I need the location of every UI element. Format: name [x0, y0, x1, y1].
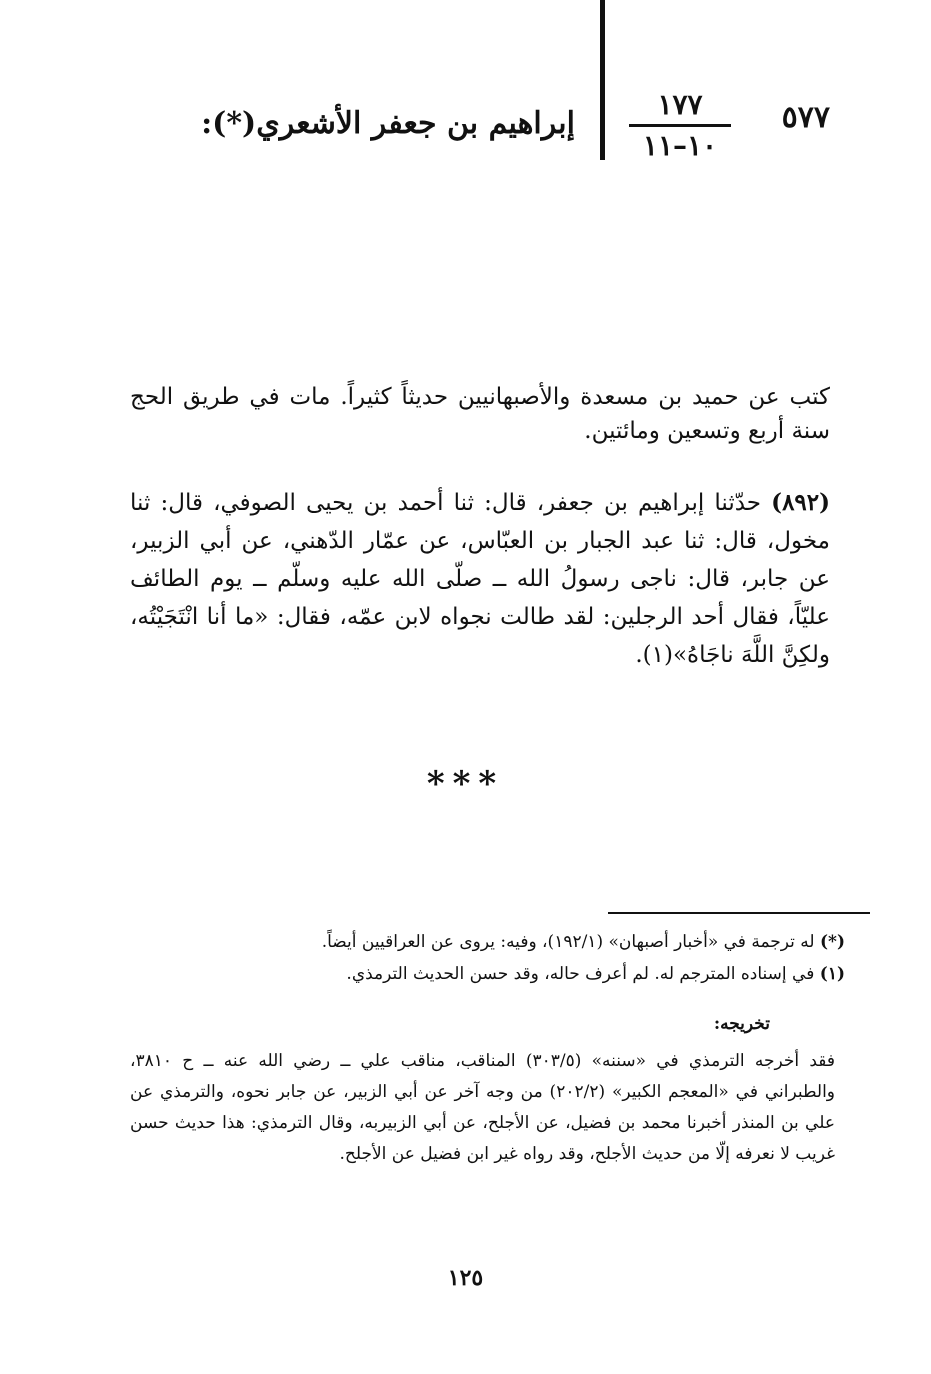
- footnote-text: له ترجمة في «أخبار أصبهان» (١٩٢/١)، وفيه: يروى عن العراقيين أيضاً.: [321, 932, 815, 952]
- footnote-rule: [608, 912, 870, 914]
- hadith-text: حدّثنا إبراهيم بن جعفر، قال: ثنا أحمد بن يحيى الصوفي، قال: ثنا مخول، قال: ثنا عبد الجبار بن العبّاس، عن عمّار الدّهني، عن أبي الزبير، عن جابر، قال: ناجى رسولُ الله ــ صلّى الله عليه وسلّم ــ يوم الطائف عليّاً، فقال أحد الرجلين: لقد طالت نجواه لابن عمّه، فقال: «ما أنا انْتَجَيْتُه، ولكِنَّ اللَّهَ ناجَاهُ»(١).: [130, 490, 830, 668]
- section-separator: ***: [426, 764, 505, 804]
- hadith-paragraph: [130, 484, 830, 674]
- page-number: ١٢٥: [447, 1265, 484, 1291]
- entry-number: ٥٧٧: [781, 100, 830, 135]
- footnote-label: (*): [820, 932, 845, 952]
- footnote-item: [130, 926, 845, 958]
- reference-top: ١٧٧: [657, 88, 703, 121]
- biography-paragraph: كتب عن حميد بن مسعدة والأصبهانيين حديثاً كثيراً. مات في طريق الحج سنة أربع وتسعين ومائتين.: [130, 384, 830, 444]
- footnote-label: (١): [819, 964, 845, 984]
- fraction-bar: [629, 124, 731, 127]
- reference-bottom: ١٠–١١: [642, 129, 718, 162]
- takhrij-paragraph: فقد أخرجه الترمذي في «سننه» (٣٠٣/٥) المناقب، مناقب علي ــ رضي الله عنه ــ ح ٣٨١٠، والطبراني في «المعجم الكبير» (٢٠٢/٢) من وجه آخر عن أبي الزبير، عن جابر نحوه، والترمذي عن علي بن المنذر أخبرنا محمد بن فضيل، عن الأجلح، عن أبي الزبيربه، وقال الترمذي: هذا حديث حسن غريب لا نعرفه إلّا من حديث الأجلح، وقد رواه غير ابن فضيل عن الأجلح.: [130, 1051, 836, 1164]
- takhrij-heading: تخريجه:: [713, 1014, 770, 1034]
- footnote-item: [130, 958, 845, 990]
- volume-page-reference: [625, 88, 735, 163]
- hadith-number: (٨٩٢): [771, 489, 831, 516]
- header-vertical-rule: [600, 0, 605, 160]
- footnotes: [130, 926, 845, 990]
- entry-title: إبراهيم بن جعفر الأشعري(*):: [201, 106, 575, 141]
- footnote-text: في إسناده المترجم له. لم أعرف حاله، وقد حسن الحديث الترمذي.: [346, 964, 815, 984]
